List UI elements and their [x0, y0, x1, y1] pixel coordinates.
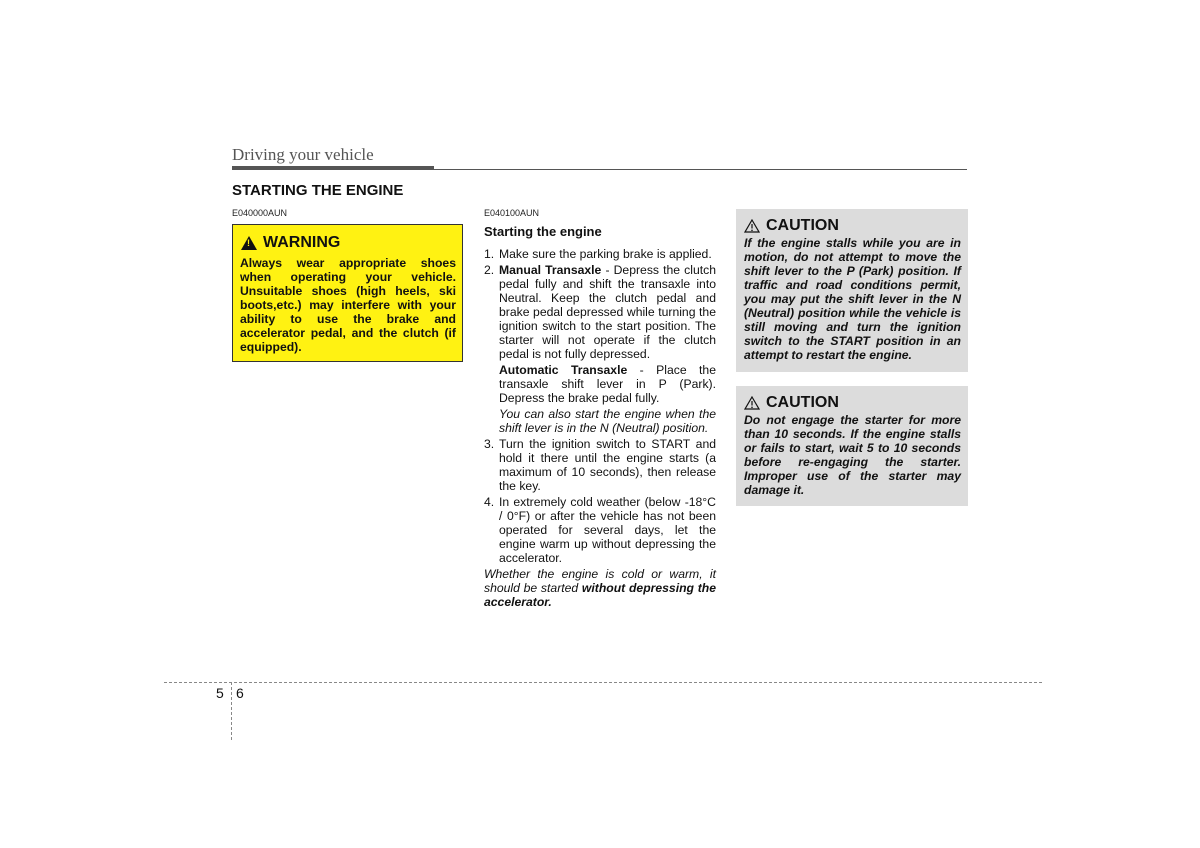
warning-triangle-icon: [241, 236, 257, 250]
left-code: E040000AUN: [232, 208, 288, 218]
caution-text: If the engine stalls while you are in motion, do not attempt to move the shift lever to the P (Park) position. If traffic and road conditions permit, you may put the shift lever in the N (Neutral) position while the vehicle is still moving and turn the ignition switch to the START position in an attempt to restart the engine.: [744, 236, 961, 362]
caution-triangle-icon: [744, 219, 760, 233]
item-number: 4.: [484, 495, 495, 509]
caution-title: CAUTION: [766, 394, 839, 411]
middle-code: E040100AUN: [484, 208, 540, 218]
warning-title: WARNING: [263, 234, 341, 251]
item-number: 1.: [484, 247, 495, 261]
automatic-transaxle-text: - Place the transaxle shift lever in P (Park). Depress the brake pedal fully.: [499, 363, 716, 405]
automatic-transaxle-para: [499, 363, 716, 405]
neutral-note: You can also start the engine when the shift lever is in the N (Neutral) position.: [499, 407, 716, 435]
header-rule: [232, 169, 967, 170]
item-number: 3.: [484, 437, 495, 451]
list-item: [484, 495, 716, 565]
automatic-transaxle-label: Automatic Transaxle: [499, 363, 628, 377]
manual-transaxle-text: - Depress the clutch pedal fully and shift the transaxle into Neutral. Keep the clutch pedal and brake pedal depressed while turning the ignition switch to the start position. The starter will not operate if the clutch pedal is not fully depressed.: [499, 263, 717, 361]
section-title: STARTING THE ENGINE: [232, 182, 404, 199]
caution-box-starter: [736, 386, 968, 506]
list-item: [484, 437, 716, 493]
caution-header: [744, 394, 839, 412]
caution-title: CAUTION: [766, 217, 839, 234]
manual-transaxle-label: Manual Transaxle: [499, 263, 602, 277]
final-note-emphasis: without depressing the accelerator.: [484, 581, 716, 609]
item-text: Make sure the parking brake is applied.: [499, 247, 712, 261]
caution-text: Do not engage the starter for more than 10 seconds. If the engine stalls or fails to start, wait 5 to 10 seconds before re-engaging the starter. Improper use of the starter may damage it.: [744, 413, 961, 497]
page-number: 6: [236, 685, 244, 701]
list-item: [484, 263, 716, 361]
footer-rule: [164, 682, 1042, 683]
chapter-number: 5: [216, 685, 224, 701]
caution-header: [744, 217, 839, 235]
item-text: [499, 263, 716, 361]
footer-divider: [231, 682, 232, 740]
final-note: [484, 567, 716, 609]
item-text: In extremely cold weather (below -18°C / 0°F) or after the vehicle has not been operated for several days, let the engine warm up without depressing the accelerator.: [499, 495, 716, 565]
subhead: Starting the engine: [484, 224, 602, 239]
warning-text: Always wear appropriate shoes when operating your vehicle. Unsuitable shoes (high heels, ski boots,etc.) may interfere with your ability to use the brake and accelerator pedal, and the clutch (if equipped).: [240, 256, 456, 354]
warning-header: [241, 234, 340, 252]
item-text: Turn the ignition switch to START and hold it there until the engine starts (a maximum of 10 seconds), then release the key.: [499, 437, 716, 493]
final-note-text: Whether the engine is cold or warm, it should be started: [484, 567, 716, 595]
running-head: Driving your vehicle: [232, 145, 374, 164]
caution-triangle-icon: [744, 396, 760, 410]
warning-box: [232, 224, 463, 362]
steps-list: [484, 247, 716, 609]
caution-box-stall: [736, 209, 968, 372]
item-number: 2.: [484, 263, 495, 277]
list-item: [484, 247, 716, 261]
